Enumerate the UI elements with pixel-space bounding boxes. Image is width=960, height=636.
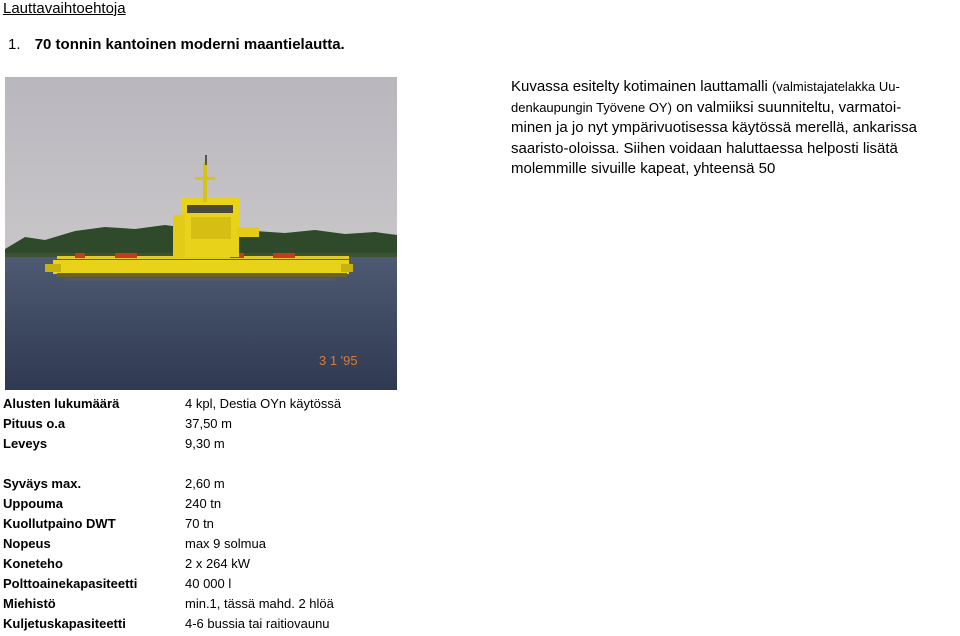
spec-label: Miehistö [3,596,56,611]
spec-label: Pituus o.a [3,416,66,431]
spec-value: 4-6 bussia tai raitiovaunu [185,616,330,631]
spec-label: Alusten lukumäärä [3,396,120,411]
spec-label: Kuollutpaino DWT [3,516,116,531]
list-number: 1. [8,36,21,53]
description-line: denkaupungin Työvene OY) on valmiiksi suunniteltu, varmatoi- [511,98,902,116]
spec-label: Polttoainekapasiteetti [3,576,138,591]
spec-value: 37,50 m [185,416,232,431]
item-title: 70 tonnin kantoinen moderni maantielautta. [34,36,345,53]
description [511,77,960,180]
description-line: Kuvassa esitelty kotimainen lauttamalli (valmistajatelakka Uu- [511,78,900,95]
spec-value: 2 x 264 kW [185,556,251,571]
spec-value: 4 kpl, Destia OYn käytössä [185,396,342,411]
description-line: saaristo-oloissa. Siihen voidaan haluttaessa helposti lisätä [511,139,898,157]
spec-label: Koneteho [3,556,63,571]
spec-value: 240 tn [185,496,222,511]
description-line: molemmille sivuille kapeat, yhteensä 50 [511,160,776,177]
ferry-photo [5,77,397,390]
spec-label: Uppouma [3,496,63,511]
spec-value: max 9 solmua [185,536,266,551]
spec-label: Nopeus [3,536,51,551]
spec-label: Leveys [3,436,48,451]
spec-value: 2,60 m [185,476,225,491]
spec-value: 9,30 m [185,436,225,451]
spec-label: Kuljetuskapasiteetti [3,616,126,631]
spec-value: min.1, tässä mahd. 2 hlöä [185,596,334,611]
spec-value: 70 tn [185,516,214,531]
photo-date-stamp: 3 1 '95 [319,353,358,368]
list-item-title [8,36,345,53]
spec-label: Syväys max. [3,476,82,491]
page-heading[interactable]: Lauttavaihtoehtoja [3,0,126,17]
description-line: minen ja jo nyt ympärivuotisessa käytössä merellä, ankarissa [511,119,918,136]
spec-value: 40 000 l [185,576,232,591]
